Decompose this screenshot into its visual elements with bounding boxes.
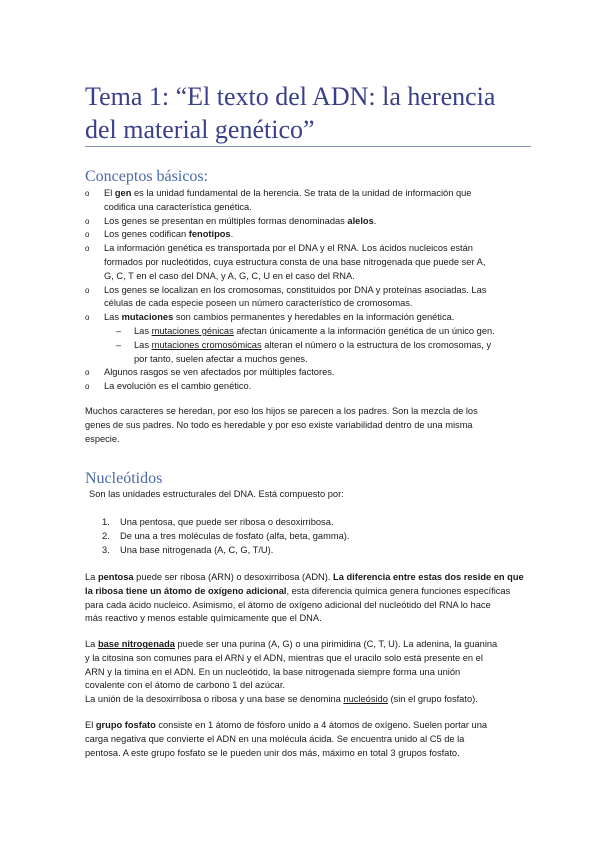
page-title	[85, 80, 535, 146]
dash-icon: –	[116, 325, 122, 336]
title-line-2: del material genético”	[85, 115, 315, 144]
list-item: 2. De una a tres moléculas de fosfato (alfa, beta, gamma).	[102, 530, 350, 541]
bullet-icon: o	[85, 230, 90, 240]
list-item: 1. Una pentosa, que puede ser ribosa o desoxirribosa.	[102, 517, 334, 527]
term-pentosa: pentosa	[97, 572, 134, 582]
bullet-icon: o	[85, 216, 90, 226]
conceptos-list	[85, 187, 535, 394]
term-mutaciones-genicas: mutaciones génicas	[151, 325, 234, 336]
heading-conceptos: Conceptos básicos:	[85, 168, 209, 185]
term-fenotipos: fenotipos	[188, 229, 231, 240]
term-alelos: alelos	[347, 215, 374, 226]
list-item: o Los genes codifican fenotipos.	[85, 228, 535, 242]
title-divider	[85, 146, 531, 147]
dash-icon: –	[116, 339, 122, 350]
list-item: 3. Una base nitrogenada (A, C, G, T/U).	[102, 544, 274, 555]
list-item: o Los genes se localizan en los cromosomas, constituidos por DNA y proteínas asociadas. Las células de cada especie poseen un número característico de cromosomas.	[85, 284, 535, 312]
term-nucleosido: nucleósido	[343, 694, 388, 705]
list-item: o La información genética es transportada por el DNA y el RNA. Los ácidos nucleicos están formados por nucleótidos, cuya estructura consta de una base nitrogenada que puede ser A, G, C, T en el caso del DNA, y A, G, C, U en el caso del RNA.	[85, 242, 535, 283]
pentosa-paragraph: La pentosa puede ser ribosa (ARN) o desoxirribosa (ADN). La diferencia entre estas dos reside en que la ribosa tiene un átomo de oxígeno adicional, esta diferencia química genera funciones específicas para cada ácido nucleico. Asimismo, el átomo de oxígeno adicional del nucleótido del RNA lo hace más reactivo y menos estable químicamente que el DNA.	[85, 572, 524, 624]
list-item: o Las mutaciones son cambios permanentes y heredables en la información genética.	[85, 311, 535, 325]
list-item: o Los genes se presentan en múltiples formas denominadas alelos.	[85, 215, 535, 229]
bullet-icon: o	[85, 368, 90, 378]
list-item: o La evolución es el cambio genético.	[85, 380, 535, 394]
bullet-icon: o	[85, 189, 90, 198]
sub-list-item: – Las mutaciones génicas afectan únicamente a la información genética de un único gen.	[116, 325, 535, 339]
bullet-icon: o	[85, 285, 90, 295]
heading-nucleotidos: Nucleótidos	[85, 470, 163, 487]
fosfato-paragraph: El grupo fosfato consiste en 1 átomo de fósforo unido a 4 átomos de oxígeno. Suelen portar una carga negativa que convierte el ADN en una molécula ácida. Se encuentra unido al C5 de la pentosa. A este grupo fosfato se le pueden unir dos más, máximo en total 3 grupos fosfato.	[85, 720, 488, 758]
bullet-icon: o	[85, 382, 90, 392]
term-mutaciones-cromosomicas: mutaciones cromosómicas	[151, 339, 262, 350]
list-item: o El gen es la unidad fundamental de la herencia. Se trata de la unidad de información que codifica una característica genética.	[85, 187, 535, 215]
conceptos-paragraph: Muchos caracteres se heredan, por eso los hijos se parecen a los padres. Son la mezcla de los genes de sus padres. No todo es heredable y por eso existe variabilidad dentro de una misma especie.	[85, 406, 478, 444]
bullet-icon: o	[85, 313, 90, 323]
term-gen: gen	[114, 188, 132, 198]
nucleotidos-intro: Son las unidades estructurales del DNA. Está compuesto por:	[89, 489, 344, 499]
sub-list-item: – Las mutaciones cromosómicas alteran el número o la estructura de los cromosomas, y por tanto, suelen afectar a muchos genes.	[116, 339, 535, 367]
term-base-nitrogenada: base nitrogenada	[97, 639, 175, 649]
term-mutaciones: mutaciones	[121, 312, 174, 323]
nucleotidos-list	[102, 516, 522, 557]
term-grupo-fosfato: grupo fosfato	[95, 720, 156, 730]
list-item: o Algunos rasgos se ven afectados por múltiples factores.	[85, 366, 535, 380]
base-paragraph: La base nitrogenada puede ser una purina (A, G) o una pirimidina (C, T, U). La adenina, la guanina y la citosina son comunes para el ARN y el ADN, mientras que el uracilo solo está presente en el ARN y la timina en el ADN. En un nucleótido, la base nitrogenada siempre forma una unión covalente con el átomo de carbono 1 del azúcar. La unión de la desoxirribosa o ribosa y una base se denomina nucleósido (sin el grupo fosfato).	[85, 639, 498, 705]
title-line-1: Tema 1: “El texto del ADN: la herencia	[85, 82, 496, 111]
bullet-icon: o	[85, 244, 90, 254]
